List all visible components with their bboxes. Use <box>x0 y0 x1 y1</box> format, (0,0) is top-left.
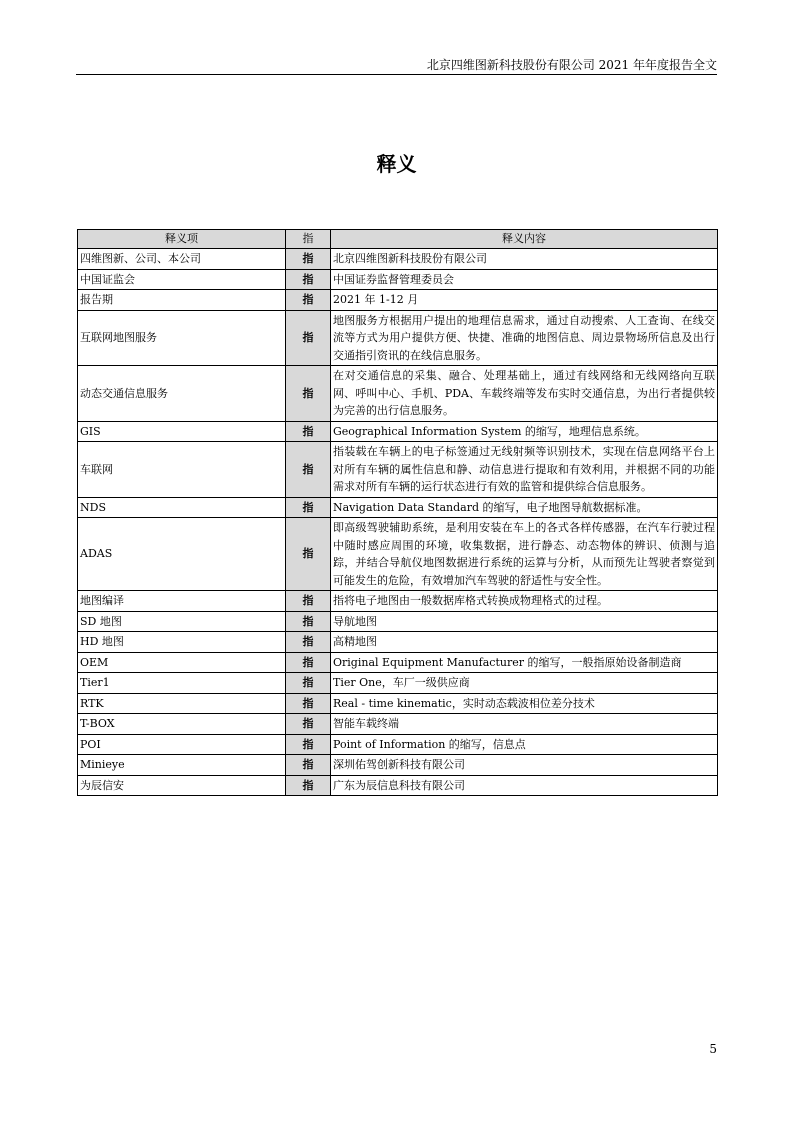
desc-cell: 指将电子地图由一般数据库格式转换成物理格式的过程。 <box>331 591 718 612</box>
ref-cell: 指 <box>286 714 331 735</box>
desc-cell: 导航地图 <box>331 611 718 632</box>
desc-cell: 北京四维图新科技股份有限公司 <box>331 249 718 270</box>
desc-cell: Original Equipment Manufacturer 的缩写，一般指原始设备制造商 <box>331 652 718 673</box>
table-row <box>78 497 718 518</box>
desc-cell: 即高级驾驶辅助系统，是利用安装在车上的各式各样传感器，在汽车行驶过程中随时感应周围的环境，收集数据，进行静态、动态物体的辨识、侦测与追踪，并结合导航仪地图数据进行系统的运算与分析，从而预先让驾驶者察觉到可能发生的危险，有效增加汽车驾驶的舒适性与安全性。 <box>331 518 718 591</box>
ref-cell: 指 <box>286 442 331 498</box>
term-cell: POI <box>78 734 286 755</box>
desc-cell: 高精地图 <box>331 632 718 653</box>
ref-cell: 指 <box>286 734 331 755</box>
ref-cell: 指 <box>286 652 331 673</box>
desc-cell: 在对交通信息的采集、融合、处理基础上，通过有线网络和无线网络向互联网、呼叫中心、手机、PDA、车载终端等发布实时交通信息，为出行者提供较为完善的出行信息服务。 <box>331 366 718 422</box>
definitions-table <box>77 229 718 796</box>
term-cell: GIS <box>78 421 286 442</box>
table-row <box>78 734 718 755</box>
table-row <box>78 673 718 694</box>
term-cell: 动态交通信息服务 <box>78 366 286 422</box>
desc-cell: 2021 年 1-12 月 <box>331 290 718 311</box>
ref-cell: 指 <box>286 591 331 612</box>
ref-cell: 指 <box>286 290 331 311</box>
desc-cell: 地图服务方根据用户提出的地理信息需求，通过自动搜索、人工查询、在线交流等方式为用户提供方便、快捷、准确的地图信息、周边景物场所信息及出行交通指引资讯的在线信息服务。 <box>331 310 718 366</box>
term-cell: SD 地图 <box>78 611 286 632</box>
term-cell: 互联网地图服务 <box>78 310 286 366</box>
term-cell: Tier1 <box>78 673 286 694</box>
term-cell: 地图编译 <box>78 591 286 612</box>
page-title: 释义 <box>376 152 417 176</box>
table-row <box>78 421 718 442</box>
desc-cell: 深圳佑驾创新科技有限公司 <box>331 755 718 776</box>
term-cell: OEM <box>78 652 286 673</box>
column-header-ref: 指 <box>286 230 331 249</box>
table-row <box>78 366 718 422</box>
term-cell: ADAS <box>78 518 286 591</box>
ref-cell: 指 <box>286 497 331 518</box>
desc-cell: Real - time kinematic，实时动态载波相位差分技术 <box>331 693 718 714</box>
desc-cell: 中国证券监督管理委员会 <box>331 269 718 290</box>
table-row <box>78 269 718 290</box>
desc-cell: 广东为辰信息科技有限公司 <box>331 775 718 796</box>
ref-cell: 指 <box>286 249 331 270</box>
ref-cell: 指 <box>286 611 331 632</box>
table-row <box>78 652 718 673</box>
table-row <box>78 632 718 653</box>
column-header-term: 释义项 <box>78 230 286 249</box>
table-row <box>78 611 718 632</box>
table-row <box>78 518 718 591</box>
desc-cell: Geographical Information System 的缩写，地理信息系统。 <box>331 421 718 442</box>
ref-cell: 指 <box>286 310 331 366</box>
desc-cell: Tier One，车厂一级供应商 <box>331 673 718 694</box>
table-row <box>78 775 718 796</box>
running-header: 北京四维图新科技股份有限公司 2021 年年度报告全文 <box>426 58 717 72</box>
term-cell: NDS <box>78 497 286 518</box>
table-row <box>78 591 718 612</box>
ref-cell: 指 <box>286 632 331 653</box>
desc-cell: 指装载在车辆上的电子标签通过无线射频等识别技术，实现在信息网络平台上对所有车辆的属性信息和静、动信息进行提取和有效利用，并根据不同的功能需求对所有车辆的运行状态进行有效的监管和提供综合信息服务。 <box>331 442 718 498</box>
ref-cell: 指 <box>286 269 331 290</box>
term-cell: 中国证监会 <box>78 269 286 290</box>
table-header-row <box>78 230 718 249</box>
table-row <box>78 714 718 735</box>
desc-cell: Navigation Data Standard 的缩写，电子地图导航数据标准。 <box>331 497 718 518</box>
table-row <box>78 290 718 311</box>
ref-cell: 指 <box>286 366 331 422</box>
table-row <box>78 755 718 776</box>
ref-cell: 指 <box>286 673 331 694</box>
ref-cell: 指 <box>286 421 331 442</box>
page-number: 5 <box>709 1042 717 1056</box>
term-cell: RTK <box>78 693 286 714</box>
term-cell: 车联网 <box>78 442 286 498</box>
ref-cell: 指 <box>286 775 331 796</box>
ref-cell: 指 <box>286 755 331 776</box>
table-row <box>78 693 718 714</box>
term-cell: 为辰信安 <box>78 775 286 796</box>
term-cell: Minieye <box>78 755 286 776</box>
ref-cell: 指 <box>286 518 331 591</box>
term-cell: 四维图新、公司、本公司 <box>78 249 286 270</box>
table-row <box>78 442 718 498</box>
ref-cell: 指 <box>286 693 331 714</box>
table-row <box>78 310 718 366</box>
term-cell: T-BOX <box>78 714 286 735</box>
term-cell: HD 地图 <box>78 632 286 653</box>
desc-cell: Point of Information 的缩写，信息点 <box>331 734 718 755</box>
desc-cell: 智能车载终端 <box>331 714 718 735</box>
table-body <box>78 249 718 796</box>
header-rule <box>76 74 717 75</box>
table-row <box>78 249 718 270</box>
term-cell: 报告期 <box>78 290 286 311</box>
column-header-desc: 释义内容 <box>331 230 718 249</box>
